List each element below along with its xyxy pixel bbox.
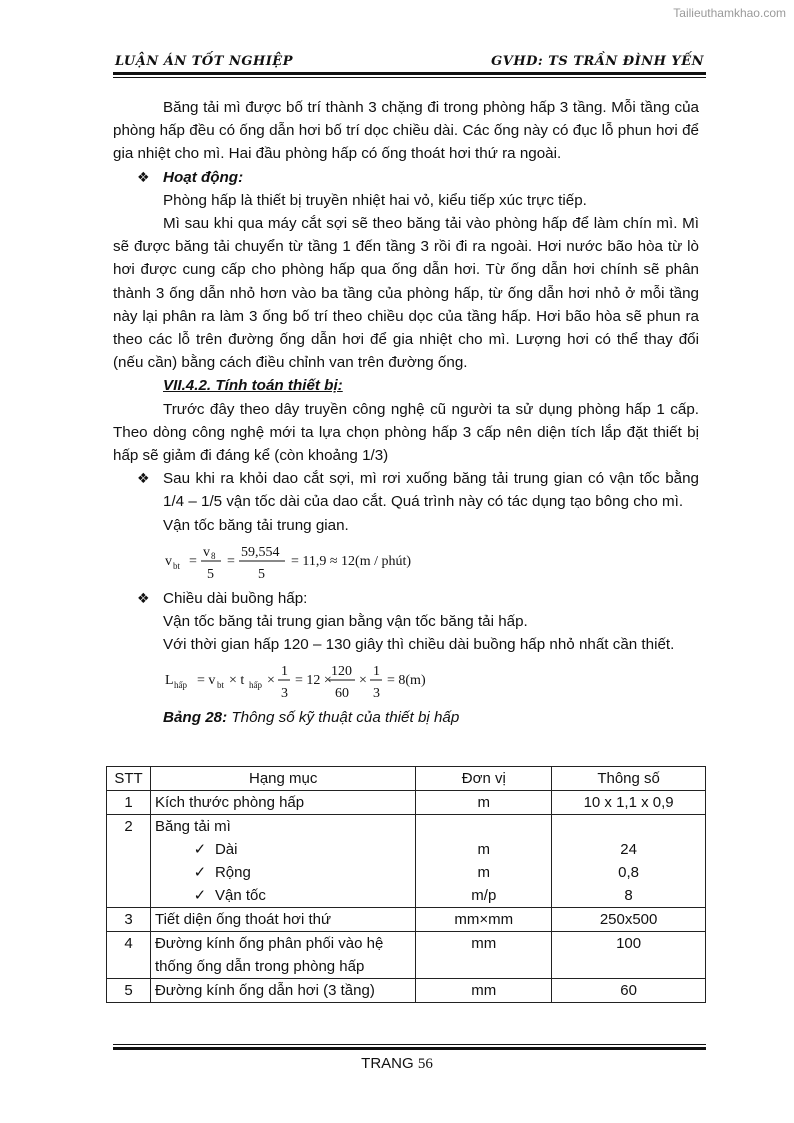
- cell-unit: m: [416, 791, 552, 815]
- table-caption: [163, 706, 699, 729]
- table-row: [107, 932, 706, 979]
- cell-unit: [416, 815, 552, 908]
- cell-item: [150, 932, 415, 979]
- table-row: [107, 979, 706, 1003]
- header-left: LUẬN ÁN TỐT NGHIỆP: [115, 54, 293, 69]
- formula-chieu-dai: [165, 660, 699, 700]
- bullet-chieu-dai: [113, 587, 699, 610]
- check-icon: ✓: [193, 887, 207, 904]
- sub-item-label: Vận tốc: [214, 887, 266, 904]
- f2-frac2-num: 120: [331, 664, 352, 680]
- f2-term2-sub: hấp: [249, 680, 262, 691]
- cell-unit: mm: [416, 979, 552, 1003]
- table-caption-text: Thông số kỹ thuật của thiết bị hấp: [227, 709, 460, 727]
- f2-frac2-den: 60: [335, 686, 349, 701]
- f1-lhs: v: [165, 553, 172, 569]
- paragraph-phong-hap: Phòng hấp là thiết bị truyền nhiệt hai vỏ, kiểu tiếp xúc trực tiếp.: [163, 191, 587, 209]
- check-icon: ✓: [193, 841, 207, 858]
- header-rule-thick: [113, 72, 706, 75]
- sub-unit: m: [477, 841, 491, 858]
- bullet-hoat-dong: [113, 166, 699, 189]
- f2-frac1-num: 1: [281, 664, 288, 680]
- header-don-vi: Đơn vị: [416, 767, 552, 791]
- header-right: GVHD: TS TRẦN ĐÌNH YẾN: [491, 54, 704, 69]
- svg-text:×: ×: [359, 673, 367, 689]
- cell-item: Đường kính ống dẫn hơi (3 tầng): [150, 979, 415, 1003]
- footer-rule-thin: [113, 1044, 706, 1045]
- cell-item: Tiết diện ống thoát hơi thứ: [150, 908, 415, 932]
- cell-value: 60: [552, 979, 706, 1003]
- svg-text:=: =: [227, 553, 235, 569]
- table-header-row: [107, 767, 706, 791]
- sub-value: 24: [620, 841, 637, 858]
- header-stt: STT: [107, 767, 151, 791]
- cell-item-line2: thống ống dẫn trong phòng hấp: [154, 958, 365, 975]
- sub-value: 8: [624, 887, 633, 904]
- sub-unit: m: [477, 864, 491, 881]
- cell-item: [150, 815, 415, 908]
- section-title: VII.4.2. Tính toán thiết bị:: [163, 377, 343, 395]
- f1-num1-sub: 8: [211, 550, 216, 561]
- van-toc-label: Vận tốc băng tải trung gian.: [163, 516, 349, 534]
- cell-stt: 2: [107, 815, 151, 908]
- f1-den1: 5: [207, 566, 214, 581]
- cell-stt: 1: [107, 791, 151, 815]
- svg-text:×: ×: [267, 673, 275, 689]
- check-icon: ✓: [193, 864, 207, 881]
- f1-lhs-sub: bt: [173, 560, 181, 571]
- formula-van-toc: [165, 541, 699, 581]
- bullet-chieu-dai-text: Chiều dài buồng hấp:: [163, 589, 308, 607]
- footer-label: TRANG: [361, 1055, 414, 1072]
- f2-frac3-num: 1: [373, 664, 380, 680]
- cell-value: [552, 815, 706, 908]
- paragraph-bang-tai: Băng tải mì được bố trí thành 3 chặng đi trong phòng hấp 3 tầng. Mỗi tầng của phòng hấp đều có ống dẫn hơi bố trí dọc chiều dài. Các ống này có đục lỗ phun hơi để gia nhiệt cho mì. Hai đầu phòng hấp có ống thoát hơi thứ ra ngoài.: [113, 99, 699, 163]
- sub-item-label: Dài: [214, 841, 238, 858]
- cell-item-line1: Đường kính ống phân phối vào hệ: [154, 935, 384, 952]
- hoat-dong-title: Hoạt động:: [163, 168, 244, 186]
- svg-text:=: =: [189, 553, 197, 569]
- van-toc-bang-tai-hap: Vận tốc băng tải trung gian bằng vận tốc băng tải hấp.: [163, 613, 528, 631]
- diamond-bullet-icon: ❖: [137, 168, 150, 185]
- diamond-bullet-icon: ❖: [137, 589, 150, 606]
- sub-value: 0,8: [618, 864, 640, 881]
- table-row: [107, 791, 706, 815]
- header-rule-thin: [113, 77, 706, 78]
- cell-item: Kích thước phòng hấp: [150, 791, 415, 815]
- sub-item: [155, 861, 411, 884]
- sub-item: [155, 838, 411, 861]
- f2-frac3-den: 3: [373, 686, 380, 701]
- sub-item: [155, 884, 411, 907]
- watermark: Tailieuthamkhao.com: [673, 6, 786, 20]
- f1-num2: 59,554: [241, 544, 280, 560]
- spec-table: [106, 766, 706, 1003]
- f2-lhs: L: [165, 673, 174, 689]
- formula-van-toc-svg: [165, 541, 495, 581]
- table-row: [107, 908, 706, 932]
- table-row: [107, 815, 706, 908]
- header-hang-muc: Hạng mục: [150, 767, 415, 791]
- bullet-dao-cat-text: Sau khi ra khỏi dao cắt sợi, mì rơi xuống băng tải trung gian có vận tốc bằng 1/4 – 1/5 vận tốc dài của dao cắt. Quá trình này có tác dụng tạo bông cho mì.: [163, 470, 699, 511]
- f2-term1-sub: bt: [217, 680, 225, 691]
- page-content: [113, 96, 699, 730]
- thoi-gian-hap: Với thời gian hấp 120 – 130 giây thì chiều dài buồng hấp nhỏ nhất cần thiết.: [163, 636, 675, 654]
- diamond-bullet-icon: ❖: [137, 470, 150, 487]
- cell-value: 100: [552, 932, 706, 979]
- f2-term1: = v: [197, 673, 216, 689]
- paragraph-mi-sau: Mì sau khi qua máy cắt sợi sẽ theo băng tải vào phòng hấp để làm chín mì. Mì sẽ được băng tải chuyển từ tầng 1 đến tầng 3 rồi đi ra ngoài. Hơi nước bão hòa từ lò hơi được cung cấp cho phòng hấp qua ống dẫn hơi. Từ ống dẫn hơi chính sẽ phân thành 3 ống dẫn nhỏ hơn vào ba tầng của phòng hấp, từ ống dẫn hơi nhỏ ở mỗi tầng này lại phân ra làm 3 ống bố trí theo chiều dọc của tầng hấp. Hơi bão hòa sẽ phun ra theo các lỗ trên đường ống dẫn hơi để gia nhiệt cho mì. Lượng hơi có thể thay đổi (nếu cần) bằng cách điều chỉnh van trên đường ống.: [113, 215, 699, 372]
- page-header: [113, 52, 706, 72]
- cell-item-title: Băng tải mì: [154, 818, 231, 835]
- f1-den2: 5: [258, 566, 265, 581]
- formula-chieu-dai-svg: [165, 660, 495, 700]
- header-thong-so: Thông số: [552, 767, 706, 791]
- page-number: 56: [417, 1056, 433, 1072]
- cell-value: 10 x 1,1 x 0,9: [552, 791, 706, 815]
- cell-stt: 3: [107, 908, 151, 932]
- cell-unit: mm×mm: [416, 908, 552, 932]
- f2-term2: × t: [229, 673, 245, 689]
- cell-unit: mm: [416, 932, 552, 979]
- bullet-dao-cat: [113, 467, 699, 513]
- cell-stt: 5: [107, 979, 151, 1003]
- f2-mid: = 12 ×: [295, 673, 332, 689]
- sub-item-label: Rộng: [214, 864, 251, 881]
- cell-stt: 4: [107, 932, 151, 979]
- f2-frac1-den: 3: [281, 686, 288, 701]
- page-footer: [0, 1055, 794, 1073]
- f2-rhs: = 8(m): [387, 673, 426, 689]
- footer-rule-thick: [113, 1047, 706, 1050]
- f1-num1: v: [203, 544, 210, 560]
- f2-lhs-sub: hấp: [174, 680, 187, 691]
- paragraph-truoc-day: Trước đây theo dây truyền công nghệ cũ người ta sử dụng phòng hấp 1 cấp. Theo dòng công nghệ mới ta lựa chọn phòng hấp 3 cấp nên diện tích lắp đặt thiết bị hấp sẽ giảm đi đáng kể (còn khoảng 1/3): [113, 400, 699, 465]
- f1-rhs: = 11,9 ≈ 12(m / phút): [291, 553, 412, 569]
- cell-value: 250x500: [552, 908, 706, 932]
- table-caption-label: Bảng 28:: [163, 709, 228, 727]
- sub-unit: m/p: [471, 887, 497, 904]
